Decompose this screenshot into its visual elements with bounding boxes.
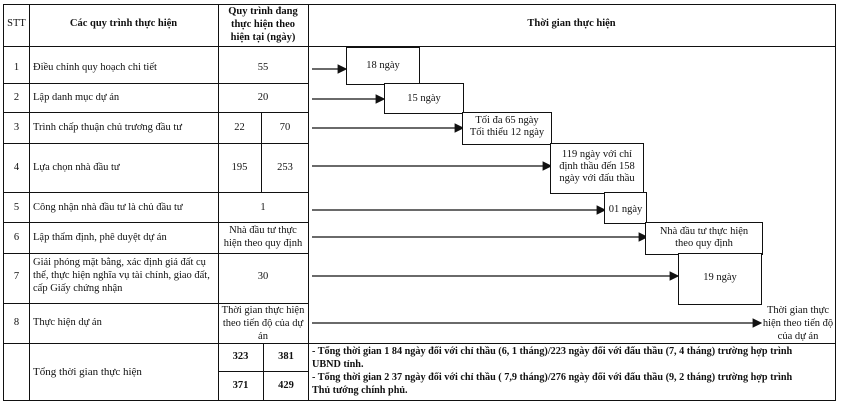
row-5-stt: 5 <box>13 202 20 213</box>
row-4-bar-text-1: 119 ngày với chỉ <box>561 149 633 160</box>
total-value-3: 371 <box>232 380 249 391</box>
row-1-value: 55 <box>257 62 269 73</box>
total-note-2-line1: - Tổng thời gian 2 37 ngày đối với chỉ thầu ( 7,9 tháng)/276 ngày đối với đấu thầu (9, 2 tháng) trường hợp trình <box>312 372 793 383</box>
row-6-value-line2: hiện theo quy định <box>223 238 303 249</box>
total-note-1-line1: - Tổng thời gian 1 84 ngày đối với chỉ thầu (6, 1 tháng)/223 ngày đối với đấu thầu (7, 4 tháng) trường hợp trình <box>312 346 793 357</box>
row-8-bar-text-2: hiện theo tiến độ <box>762 318 834 329</box>
row-3-value-b: 70 <box>279 122 291 133</box>
total-value-2: 381 <box>278 351 294 362</box>
row-1-stt: 1 <box>13 62 20 73</box>
row-2-gantt-bar <box>384 83 464 114</box>
row-7-name-line3: cấp Giấy chứng nhận <box>33 283 123 294</box>
total-note-2-line2: Thủ tướng chính phủ. <box>312 385 408 396</box>
header-current-line2: thực hiện theo <box>230 19 296 30</box>
row-6-name: Lập thẩm định, phê duyệt dự án <box>33 232 167 243</box>
row-4-value-a: 195 <box>231 162 248 173</box>
row-8-bar-text-1: Thời gian thực <box>767 305 829 316</box>
row-3-stt: 3 <box>13 122 20 133</box>
row-7-gantt-bar <box>678 253 762 305</box>
row-3-name: Trình chấp thuận chủ trương đầu tư <box>33 122 182 133</box>
row-7-value: 30 <box>257 271 269 282</box>
row-6-bar-text-1: Nhà đầu tư thực hiện <box>659 226 749 237</box>
total-note-1-line2: UBND tỉnh. <box>312 359 364 370</box>
row-8-name: Thực hiện dự án <box>33 317 102 328</box>
row-8-stt: 8 <box>13 317 20 328</box>
row-8-value-line1: Thời gian thực hiện <box>221 305 305 316</box>
row-6-stt: 6 <box>13 232 20 243</box>
row-6-bar-text-2: theo quy định <box>675 238 733 249</box>
row-1-bar-text: 18 ngày <box>366 60 400 71</box>
row-2-value: 20 <box>257 92 269 103</box>
total-value-4: 429 <box>278 380 294 391</box>
header-processes: Các quy trình thực hiện <box>69 18 178 29</box>
row-3-bar-text-1: Tối đa 65 ngày <box>475 115 539 126</box>
row-6-value-line1: Nhà đầu tư thực <box>229 225 297 236</box>
row-4-value-b: 253 <box>277 162 293 173</box>
row-1-gantt-bar <box>346 47 420 85</box>
row-7-name-line2: thể, thực hiện nghĩa vụ tài chính, giao đất, <box>33 270 210 281</box>
row-8-bar-text-3: của dự án <box>777 331 819 342</box>
row-6-gantt-bar <box>645 222 763 255</box>
row-3-gantt-bar <box>462 112 552 145</box>
row-8-value-line2: theo tiến độ của dự <box>222 318 304 329</box>
row-3-value-a: 22 <box>234 122 245 133</box>
row-7-bar-text: 19 ngày <box>703 272 737 283</box>
header-current-line1: Quy trình đang <box>228 6 298 17</box>
row-4-gantt-bar <box>550 143 644 194</box>
row-2-bar-text: 15 ngày <box>407 93 441 104</box>
row-5-value: 1 <box>260 202 266 213</box>
header-timeline: Thời gian thực hiện <box>527 18 616 29</box>
row-4-name: Lựa chọn nhà đầu tư <box>33 162 120 173</box>
row-7-name-line1: Giải phóng mặt bằng, xác định giá đất cụ <box>33 257 206 268</box>
row-2-stt: 2 <box>13 92 20 103</box>
row-5-gantt-bar <box>604 192 647 224</box>
total-label: Tổng thời gian thực hiện <box>33 366 142 378</box>
row-4-stt: 4 <box>13 162 20 173</box>
header-stt: STT <box>7 18 26 29</box>
total-value-1: 323 <box>232 351 249 362</box>
row-8-value-line3: án <box>258 331 268 342</box>
row-2-name: Lập danh mục dự án <box>33 92 120 103</box>
row-1-name: Điều chỉnh quy hoạch chi tiết <box>33 62 157 73</box>
row-4-bar-text-2: định thầu đến 158 <box>559 161 635 172</box>
row-3-bar-text-2: Tối thiểu 12 ngày <box>469 127 545 138</box>
row-4-bar-text-3: ngày với đấu thầu <box>559 173 635 184</box>
row-7-stt: 7 <box>13 271 20 282</box>
row-5-bar-text: 01 ngày <box>608 204 643 215</box>
row-5-name: Công nhận nhà đầu tư là chủ đầu tư <box>33 202 183 213</box>
header-current-line3: hiện tại (ngày) <box>230 32 296 43</box>
